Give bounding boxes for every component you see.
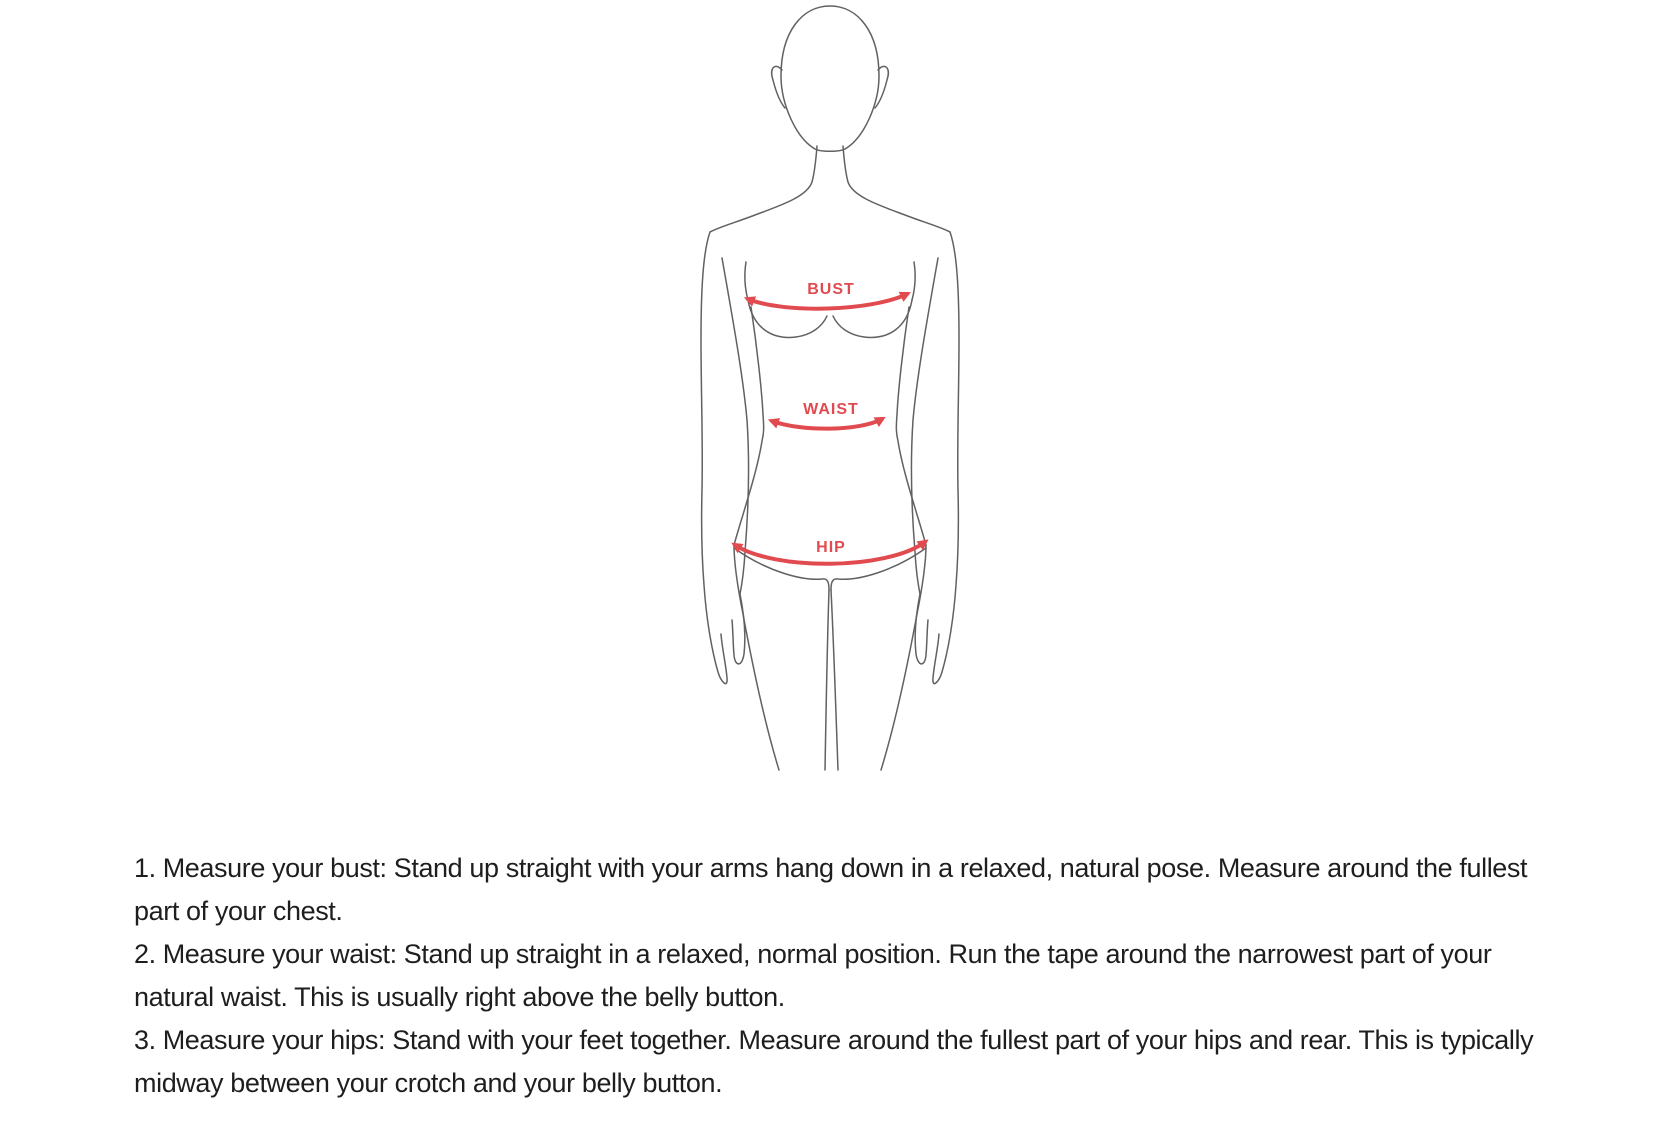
instruction-number: 3. [134, 1025, 156, 1055]
instruction-line-bust-1 [134, 847, 1533, 890]
right-torso-side [896, 307, 926, 545]
measurement-instructions [134, 847, 1533, 1105]
right-side-breast-line [912, 262, 915, 300]
instruction-text: natural waist. This is usually right above the belly button. [134, 982, 785, 1012]
left-torso-side [734, 307, 764, 545]
instruction-text: Measure your waist: Stand up straight in a relaxed, normal position. Run the tape around the narrowest part of your [162, 939, 1492, 969]
waist-measurement-line [772, 419, 882, 429]
instruction-line-waist-1 [134, 933, 1533, 976]
waist-label: WAIST [803, 401, 859, 418]
instruction-text: Measure your bust: Stand up straight with your arms hang down in a relaxed, natural pose. Measure around the fullest [162, 853, 1528, 883]
instruction-line-hip-1 [134, 1019, 1533, 1062]
body-measurement-figure [650, 0, 1010, 800]
bust-label: BUST [807, 281, 855, 298]
instruction-number: 1. [134, 853, 156, 883]
right-hand-fingers [915, 594, 928, 664]
instruction-line-waist-2 [134, 976, 1533, 1019]
left-hand-fingers [732, 594, 745, 664]
right-inner-leg [831, 590, 838, 770]
instruction-text: midway between your crotch and your belly button. [134, 1068, 723, 1098]
left-hip-crotch-curve [734, 548, 829, 590]
hip-label: HIP [816, 539, 846, 556]
right-outer-leg [881, 545, 926, 770]
instruction-line-bust-2 [134, 890, 1533, 933]
right-ear-outline [875, 66, 888, 108]
left-side-breast-line [745, 262, 748, 300]
left-outer-leg [734, 545, 779, 770]
instruction-line-hip-2 [134, 1062, 1533, 1105]
head-outline [781, 6, 879, 151]
right-outer-arm [933, 232, 959, 684]
left-neck-shoulder [710, 146, 817, 232]
left-outer-arm [701, 232, 727, 684]
left-ear-outline [772, 66, 785, 108]
instruction-number: 2. [134, 939, 156, 969]
body-outline [701, 6, 959, 770]
right-neck-shoulder [843, 146, 950, 232]
instruction-text: part of your chest. [134, 896, 343, 926]
instruction-text: Measure your hips: Stand with your feet together. Measure around the fullest part of your hips and rear. This is typically [162, 1025, 1534, 1055]
left-inner-leg [825, 590, 829, 770]
